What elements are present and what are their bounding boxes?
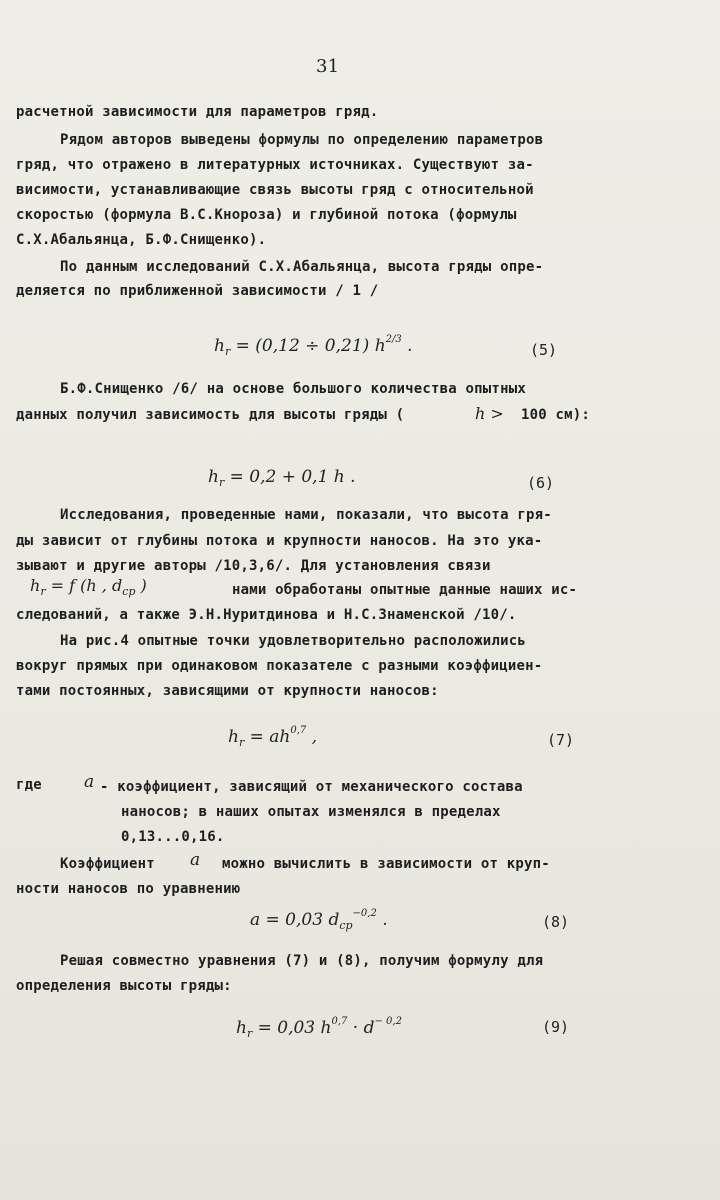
equation-number-6: (6) [527, 474, 555, 492]
text-line: На рис.4 опытные точки удовлетворительно расположились [60, 633, 526, 649]
text-line: зывают и другие авторы /10,3,6/. Для установления связи [16, 558, 491, 574]
text-line: висимости, устанавливающие связь высоты гряд с относительной [16, 182, 534, 198]
text-line: По данным исследований С.Х.Абальянца, высота гряды опре- [60, 259, 544, 275]
text-line: - коэффициент, зависящий от механического состава [100, 779, 523, 795]
inline-math-a: a [84, 772, 95, 792]
text-line: где [16, 777, 42, 793]
formula-5: $h_r = (0,12 \div 0,21)$ $h^{2/3}$ . [214, 334, 413, 358]
inline-math-relation: $h_r = f$ (h , $d_{cp}$ ) [30, 576, 147, 598]
text-line: Решая совместно уравнения (7) и (8), получим формулу для [60, 953, 544, 969]
formula-6: $h_r = 0,2 + 0,1$ h . [208, 467, 356, 489]
inline-math-h-gt: h > [475, 404, 504, 423]
formula-9: $h_r = 0,03$ $h^{0,7} \cdot d^{- 0,2}$ [236, 1016, 402, 1040]
text-line: ности наносов по уравнению [16, 881, 241, 897]
text-line: скоростью (формула В.С.Кнороза) и глубиной потока (формулы [16, 207, 517, 223]
text-line: ды зависит от глубины потока и крупности наносов. На это ука- [16, 533, 543, 549]
text-line: 100 см): [521, 407, 591, 423]
text-line: наносов; в наших опытах изменялся в пределах [121, 804, 501, 820]
text-line: тами постоянных, зависящими от крупности наносов: [16, 683, 439, 699]
text-line: гряд, что отражено в литературных источниках. Существуют за- [16, 157, 534, 173]
formula-7: $h_r = ah^{0,7}$ , [228, 725, 318, 749]
text-line: деляется по приближенной зависимости / 1 / [16, 283, 379, 299]
text-line: определения высоты гряды: [16, 978, 232, 994]
equation-number-8: (8) [542, 913, 570, 931]
text-line: Исследования, проведенные нами, показали, что высота гря- [60, 507, 552, 523]
text-line: 0,13...0,16. [121, 829, 225, 845]
text-line: расчетной зависимости для параметров гряд. [16, 104, 379, 120]
formula-8: a = 0,03 $d_{cp}^{-0,2}$ . [250, 908, 388, 932]
text-line: следований, а также Э.Н.Нуритдинова и Н.С.Знаменской /10/. [16, 607, 517, 623]
text-line: Рядом авторов выведены формулы по определению параметров [60, 132, 544, 148]
text-line: Б.Ф.Снищенко /6/ на основе большого количества опытных [60, 381, 526, 397]
inline-math-a: a [190, 850, 201, 870]
text-line: данных получил зависимость для высоты гряды ( [16, 407, 405, 423]
page-number: 31 [316, 56, 340, 77]
text-line: нами обработаны опытные данные наших ис- [232, 582, 578, 598]
text-line: вокруг прямых при одинаковом показателе с разными коэффициен- [16, 658, 543, 674]
text-line: можно вычислить в зависимости от круп- [222, 856, 550, 872]
text-line: Коэффициент [60, 856, 155, 872]
text-line: С.Х.Абальянца, Б.Ф.Снищенко). [16, 232, 267, 248]
equation-number-5: (5) [530, 341, 558, 359]
equation-number-9: (9) [542, 1018, 570, 1036]
equation-number-7: (7) [547, 731, 575, 749]
